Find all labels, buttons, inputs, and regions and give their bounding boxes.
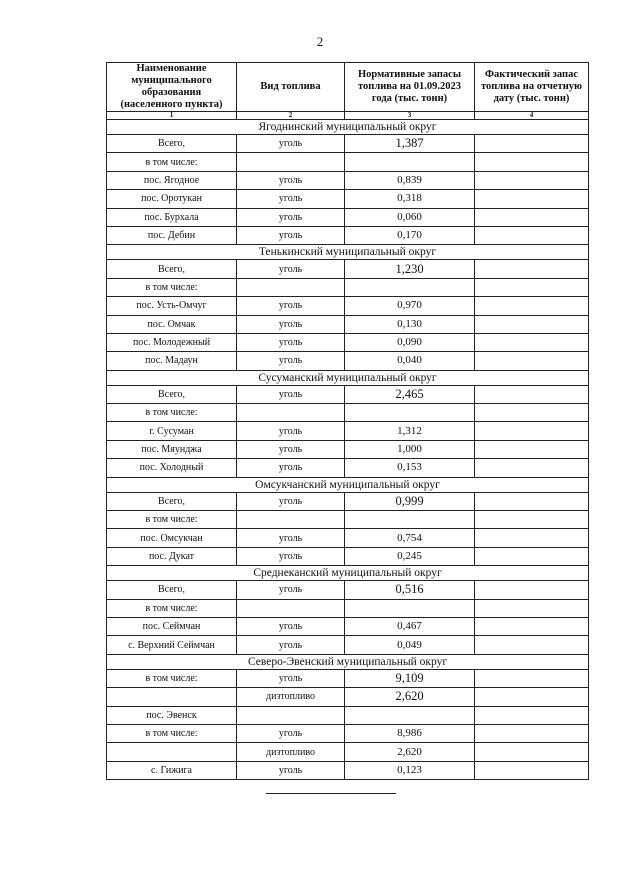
settlement-name: Всего, <box>107 260 237 278</box>
normative-amount-cell: 0,318 <box>345 190 475 208</box>
table-row <box>107 226 589 244</box>
normative-amount-cell: 9,109 <box>345 669 475 687</box>
fuel-type-cell: уголь <box>237 297 345 315</box>
header-actual-reserves: Фактический запас топлива на отчетную дату (тыс. тонн) <box>475 63 589 112</box>
normative-amount-cell <box>345 511 475 529</box>
settlement-name: Всего, <box>107 385 237 403</box>
settlement-name: пос. Оротукан <box>107 190 237 208</box>
normative-amount-cell <box>345 278 475 296</box>
actual-amount-cell <box>475 226 589 244</box>
settlement-name: пос. Мяунджа <box>107 440 237 458</box>
table-row <box>107 135 589 153</box>
table-row <box>107 352 589 370</box>
settlement-name: пос. Ягодное <box>107 171 237 189</box>
section-title: Тенькинский муниципальный округ <box>107 245 589 260</box>
fuel-type-cell <box>237 706 345 724</box>
normative-amount-cell: 8,986 <box>345 724 475 742</box>
normative-amount-cell: 0,754 <box>345 529 475 547</box>
fuel-type-cell: уголь <box>237 226 345 244</box>
settlement-name: пос. Сеймчан <box>107 617 237 635</box>
settlement-name: пос. Дукат <box>107 547 237 565</box>
fuel-type-cell: уголь <box>237 135 345 153</box>
actual-amount-cell <box>475 636 589 654</box>
fuel-type-cell <box>237 153 345 171</box>
actual-amount-cell <box>475 333 589 351</box>
fuel-type-cell: уголь <box>237 333 345 351</box>
settlement-name: г. Сусуман <box>107 422 237 440</box>
settlement-name: пос. Омсукчан <box>107 529 237 547</box>
table-row <box>107 529 589 547</box>
closing-line <box>266 793 396 794</box>
header-municipality: Наименование муниципального образования (населенного пункта) <box>107 63 237 112</box>
normative-amount-cell: 2,620 <box>345 743 475 761</box>
header-normative-reserves: Нормативные запасы топлива на 01.09.2023 года (тыс. тонн) <box>345 63 475 112</box>
fuel-type-cell: уголь <box>237 529 345 547</box>
actual-amount-cell <box>475 599 589 617</box>
section-title: Северо-Эвенский муниципальный округ <box>107 654 589 669</box>
actual-amount-cell <box>475 260 589 278</box>
actual-amount-cell <box>475 352 589 370</box>
fuel-type-cell: уголь <box>237 581 345 599</box>
actual-amount-cell <box>475 581 589 599</box>
actual-amount-cell <box>475 706 589 724</box>
table-row <box>107 333 589 351</box>
table-row <box>107 459 589 477</box>
settlement-name: в том числе: <box>107 404 237 422</box>
table-row <box>107 385 589 403</box>
normative-amount-cell: 0,040 <box>345 352 475 370</box>
normative-amount-cell: 2,620 <box>345 688 475 706</box>
actual-amount-cell <box>475 511 589 529</box>
fuel-reserves-table <box>106 62 589 780</box>
fuel-type-cell: уголь <box>237 315 345 333</box>
settlement-name <box>107 743 237 761</box>
table-row <box>107 278 589 296</box>
fuel-type-cell: дизтопливо <box>237 743 345 761</box>
actual-amount-cell <box>475 171 589 189</box>
header-fuel-type: Вид топлива <box>237 63 345 112</box>
settlement-name: пос. Молодежный <box>107 333 237 351</box>
normative-amount-cell <box>345 153 475 171</box>
normative-amount-cell: 0,153 <box>345 459 475 477</box>
settlement-name: пос. Холодный <box>107 459 237 477</box>
normative-amount-cell: 0,060 <box>345 208 475 226</box>
actual-amount-cell <box>475 404 589 422</box>
normative-amount-cell: 0,839 <box>345 171 475 189</box>
table-row <box>107 724 589 742</box>
actual-amount-cell <box>475 547 589 565</box>
table-row <box>107 153 589 171</box>
table-row <box>107 440 589 458</box>
settlement-name: пос. Эвенск <box>107 706 237 724</box>
settlement-name: в том числе: <box>107 599 237 617</box>
actual-amount-cell <box>475 688 589 706</box>
table-row <box>107 404 589 422</box>
fuel-type-cell: уголь <box>237 547 345 565</box>
normative-amount-cell: 0,123 <box>345 761 475 779</box>
fuel-type-cell: уголь <box>237 669 345 687</box>
section-title: Ягоднинский муниципальный округ <box>107 120 589 135</box>
fuel-type-cell <box>237 599 345 617</box>
table-row <box>107 260 589 278</box>
section-header-row <box>107 120 589 135</box>
fuel-type-cell <box>237 511 345 529</box>
normative-amount-cell: 0,516 <box>345 581 475 599</box>
table-row <box>107 511 589 529</box>
fuel-type-cell: уголь <box>237 617 345 635</box>
normative-amount-cell: 1,000 <box>345 440 475 458</box>
normative-amount-cell: 0,130 <box>345 315 475 333</box>
table-row <box>107 171 589 189</box>
normative-amount-cell: 0,467 <box>345 617 475 635</box>
page-number: 2 <box>316 34 324 49</box>
normative-amount-cell: 0,999 <box>345 492 475 510</box>
actual-amount-cell <box>475 153 589 171</box>
normative-amount-cell <box>345 404 475 422</box>
normative-amount-cell: 0,970 <box>345 297 475 315</box>
normative-amount-cell: 0,049 <box>345 636 475 654</box>
settlement-name <box>107 688 237 706</box>
actual-amount-cell <box>475 617 589 635</box>
table-body <box>107 120 589 780</box>
section-title: Сусуманский муниципальный округ <box>107 370 589 385</box>
settlement-name: Всего, <box>107 581 237 599</box>
actual-amount-cell <box>475 208 589 226</box>
table-row <box>107 190 589 208</box>
settlement-name: пос. Мадаун <box>107 352 237 370</box>
column-number: 1 <box>107 112 237 120</box>
normative-amount-cell <box>345 599 475 617</box>
actual-amount-cell <box>475 743 589 761</box>
actual-amount-cell <box>475 315 589 333</box>
table-row <box>107 761 589 779</box>
actual-amount-cell <box>475 492 589 510</box>
fuel-type-cell: уголь <box>237 492 345 510</box>
fuel-type-cell: дизтопливо <box>237 688 345 706</box>
table-row <box>107 669 589 687</box>
normative-amount-cell: 0,170 <box>345 226 475 244</box>
actual-amount-cell <box>475 724 589 742</box>
settlement-name: пос. Бурхала <box>107 208 237 226</box>
settlement-name: пос. Усть-Омчуг <box>107 297 237 315</box>
normative-amount-cell: 1,312 <box>345 422 475 440</box>
normative-amount-cell: 1,230 <box>345 260 475 278</box>
actual-amount-cell <box>475 761 589 779</box>
section-header-row <box>107 654 589 669</box>
fuel-type-cell <box>237 404 345 422</box>
table-row <box>107 617 589 635</box>
table-row <box>107 688 589 706</box>
actual-amount-cell <box>475 669 589 687</box>
actual-amount-cell <box>475 278 589 296</box>
actual-amount-cell <box>475 135 589 153</box>
actual-amount-cell <box>475 422 589 440</box>
fuel-type-cell: уголь <box>237 724 345 742</box>
actual-amount-cell <box>475 440 589 458</box>
settlement-name: в том числе: <box>107 724 237 742</box>
table-row <box>107 743 589 761</box>
fuel-type-cell: уголь <box>237 459 345 477</box>
table-row <box>107 297 589 315</box>
settlement-name: пос. Дебин <box>107 226 237 244</box>
settlement-name: пос. Омчак <box>107 315 237 333</box>
section-header-row <box>107 566 589 581</box>
fuel-type-cell: уголь <box>237 440 345 458</box>
normative-amount-cell: 2,465 <box>345 385 475 403</box>
fuel-type-cell: уголь <box>237 260 345 278</box>
settlement-name: с. Гижига <box>107 761 237 779</box>
table-row <box>107 599 589 617</box>
section-header-row <box>107 245 589 260</box>
settlement-name: в том числе: <box>107 278 237 296</box>
section-title: Омсукчанский муниципальный округ <box>107 477 589 492</box>
normative-amount-cell <box>345 706 475 724</box>
normative-amount-cell: 0,090 <box>345 333 475 351</box>
column-numbers-row <box>107 112 589 120</box>
fuel-type-cell: уголь <box>237 352 345 370</box>
fuel-type-cell: уголь <box>237 208 345 226</box>
table-row <box>107 547 589 565</box>
actual-amount-cell <box>475 459 589 477</box>
fuel-type-cell: уголь <box>237 422 345 440</box>
settlement-name: в том числе: <box>107 153 237 171</box>
fuel-type-cell: уголь <box>237 190 345 208</box>
table-header-row <box>107 63 589 112</box>
column-number: 3 <box>345 112 475 120</box>
fuel-type-cell <box>237 278 345 296</box>
section-header-row <box>107 477 589 492</box>
table-row <box>107 315 589 333</box>
fuel-type-cell: уголь <box>237 171 345 189</box>
fuel-type-cell: уголь <box>237 761 345 779</box>
settlement-name: в том числе: <box>107 669 237 687</box>
actual-amount-cell <box>475 385 589 403</box>
column-number: 4 <box>475 112 589 120</box>
section-header-row <box>107 370 589 385</box>
actual-amount-cell <box>475 190 589 208</box>
table-row <box>107 492 589 510</box>
table-row <box>107 581 589 599</box>
settlement-name: Всего, <box>107 492 237 510</box>
fuel-type-cell: уголь <box>237 636 345 654</box>
normative-amount-cell: 1,387 <box>345 135 475 153</box>
table-row <box>107 706 589 724</box>
settlement-name: Всего, <box>107 135 237 153</box>
fuel-type-cell: уголь <box>237 385 345 403</box>
normative-amount-cell: 0,245 <box>345 547 475 565</box>
column-number: 2 <box>237 112 345 120</box>
table-row <box>107 208 589 226</box>
settlement-name: в том числе: <box>107 511 237 529</box>
actual-amount-cell <box>475 297 589 315</box>
table-row <box>107 636 589 654</box>
section-title: Среднеканский муниципальный округ <box>107 566 589 581</box>
table-row <box>107 422 589 440</box>
actual-amount-cell <box>475 529 589 547</box>
settlement-name: с. Верхний Сеймчан <box>107 636 237 654</box>
